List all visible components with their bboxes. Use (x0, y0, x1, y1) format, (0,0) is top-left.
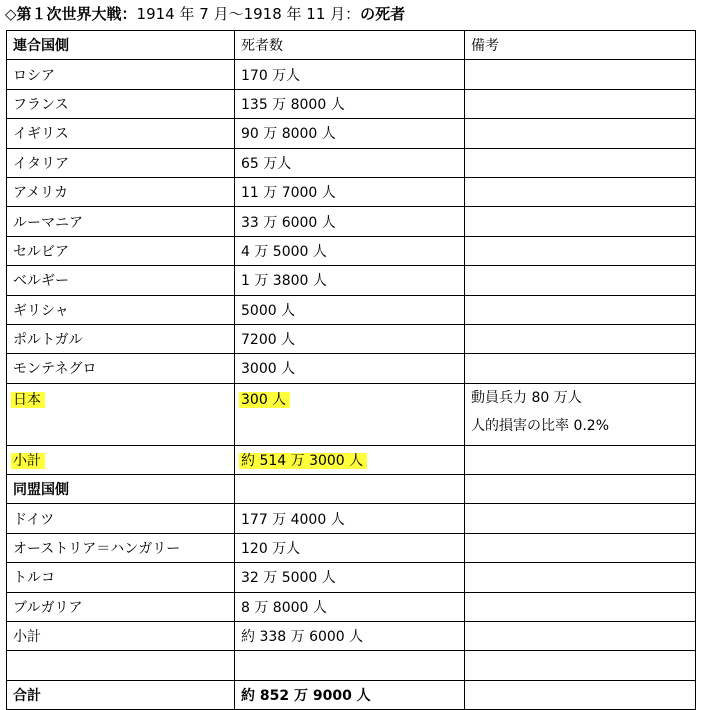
notes-cell (465, 207, 696, 236)
highlight-mark: 日本 (11, 392, 45, 408)
country-cell: フランス (7, 89, 235, 118)
table-row (7, 60, 696, 89)
notes-cell (465, 236, 696, 265)
country-cell (7, 383, 235, 445)
country-cell: ベルギー (7, 266, 235, 295)
empty-cell (465, 651, 696, 680)
subtotal-label: 小計 (7, 622, 235, 651)
deaths-cell: 11 万 7000 人 (235, 177, 465, 206)
country-cell: ロシア (7, 60, 235, 89)
notes-cell (465, 324, 696, 353)
country-cell: イギリス (7, 119, 235, 148)
country-cell: トルコ (7, 563, 235, 592)
notes-cell (465, 475, 696, 504)
country-cell: ルーマニア (7, 207, 235, 236)
table-row (7, 236, 696, 265)
title-period: 1914 年 7 月～1918 年 11 月： (136, 5, 361, 23)
country-cell: セルビア (7, 236, 235, 265)
notes-cell (465, 266, 696, 295)
notes-cell (465, 295, 696, 324)
notes-cell (465, 148, 696, 177)
casualty-table (6, 30, 696, 710)
deaths-cell (235, 475, 465, 504)
table-row (7, 89, 696, 118)
country-cell: アメリカ (7, 177, 235, 206)
highlight-mark: 300 人 (239, 392, 290, 408)
table-row (7, 148, 696, 177)
total-row (7, 680, 696, 709)
country-cell: ポルトガル (7, 324, 235, 353)
subtotal-deaths (235, 445, 465, 474)
table-header-row (7, 31, 696, 60)
country-cell: イタリア (7, 148, 235, 177)
table-row (7, 119, 696, 148)
country-cell: モンテネグロ (7, 354, 235, 383)
total-label: 合計 (7, 680, 235, 709)
table-row (7, 324, 696, 353)
notes-cell (465, 89, 696, 118)
deaths-cell: 3000 人 (235, 354, 465, 383)
deaths-cell: 33 万 6000 人 (235, 207, 465, 236)
note-mobilized: 動員兵力 80 万人 (471, 389, 582, 406)
notes-cell (465, 177, 696, 206)
notes-cell (465, 533, 696, 562)
country-cell: ギリシャ (7, 295, 235, 324)
deaths-cell: 8 万 8000 人 (235, 592, 465, 621)
header-allies: 連合国側 (7, 31, 235, 60)
subtotal-deaths: 約 338 万 6000 人 (235, 622, 465, 651)
table-row (7, 563, 696, 592)
notes-cell (465, 563, 696, 592)
notes-cell (465, 119, 696, 148)
country-cell: オーストリア＝ハンガリー (7, 533, 235, 562)
deaths-cell: 7200 人 (235, 324, 465, 353)
notes-cell (465, 383, 696, 445)
deaths-cell: 32 万 5000 人 (235, 563, 465, 592)
highlight-mark: 約 514 万 3000 人 (239, 453, 367, 469)
deaths-cell: 120 万人 (235, 533, 465, 562)
deaths-cell: 170 万人 (235, 60, 465, 89)
deaths-cell: 5000 人 (235, 295, 465, 324)
title-prefix: ◇第１次世界大戦： (5, 5, 137, 23)
notes-cell (465, 680, 696, 709)
country-cell: ドイツ (7, 504, 235, 533)
notes-cell (465, 504, 696, 533)
table-row (7, 177, 696, 206)
notes-cell (465, 354, 696, 383)
allies-subtotal-row (7, 445, 696, 474)
country-cell: ブルガリア (7, 592, 235, 621)
deaths-cell: 90 万 8000 人 (235, 119, 465, 148)
total-deaths: 約 852 万 9000 人 (235, 680, 465, 709)
table-row (7, 295, 696, 324)
central-header-row (7, 475, 696, 504)
table-row (7, 354, 696, 383)
empty-cell (7, 651, 235, 680)
central-subtotal-row (7, 622, 696, 651)
header-central: 同盟国側 (7, 475, 235, 504)
page-title (5, 4, 405, 24)
table-row (7, 207, 696, 236)
notes-cell (465, 445, 696, 474)
empty-cell (235, 651, 465, 680)
notes-cell (465, 622, 696, 651)
table-row (7, 504, 696, 533)
title-suffix: の死者 (360, 5, 406, 23)
empty-row (7, 651, 696, 680)
deaths-cell (235, 383, 465, 445)
deaths-cell: 135 万 8000 人 (235, 89, 465, 118)
deaths-cell: 177 万 4000 人 (235, 504, 465, 533)
notes-cell (465, 592, 696, 621)
table-row-japan (7, 383, 696, 445)
header-deaths: 死者数 (235, 31, 465, 60)
highlight-mark: 小計 (11, 453, 45, 469)
table-row (7, 592, 696, 621)
deaths-cell: 1 万 3800 人 (235, 266, 465, 295)
subtotal-label (7, 445, 235, 474)
notes-cell (465, 60, 696, 89)
table-row (7, 533, 696, 562)
note-loss-ratio: 人的損害の比率 0.2% (471, 417, 610, 434)
deaths-cell: 4 万 5000 人 (235, 236, 465, 265)
deaths-cell: 65 万人 (235, 148, 465, 177)
table-row (7, 266, 696, 295)
header-notes: 備考 (465, 31, 696, 60)
